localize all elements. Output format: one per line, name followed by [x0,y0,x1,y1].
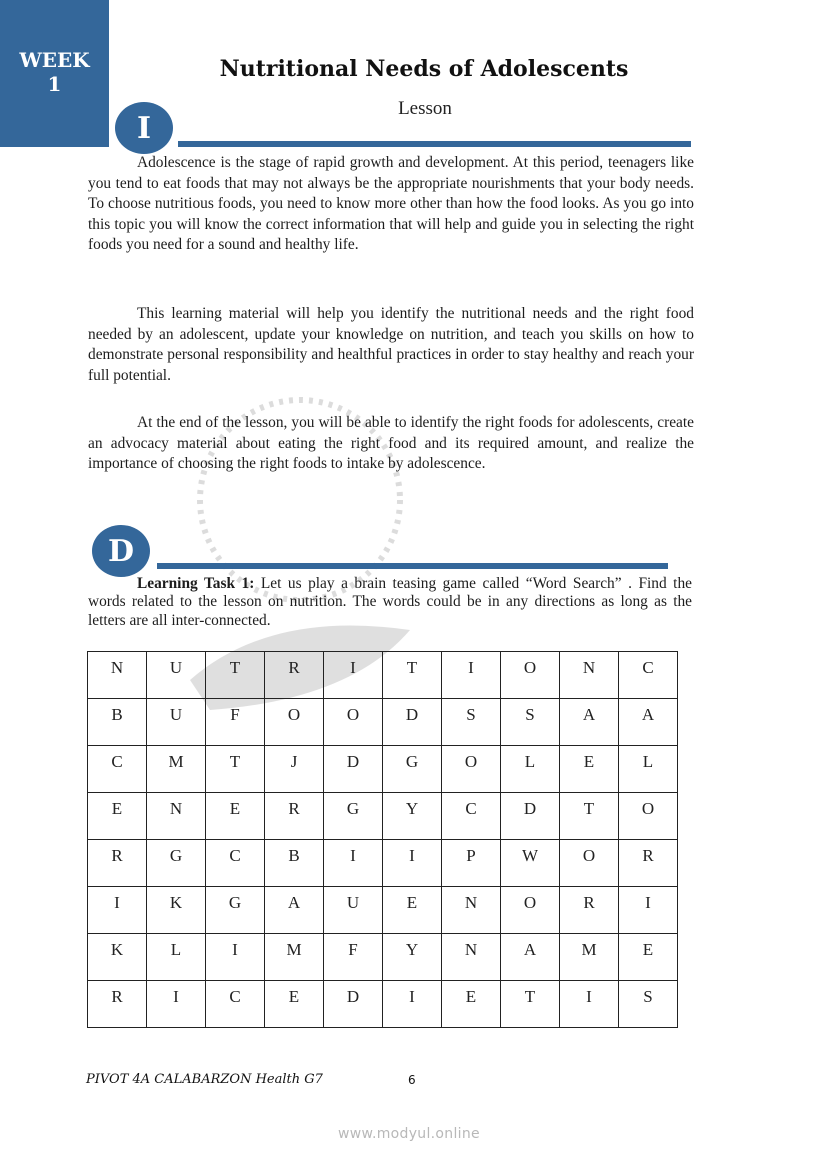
word-search-cell[interactable]: E [560,746,619,793]
word-search-row [88,793,678,840]
word-search-cell[interactable]: A [265,887,324,934]
word-search-cell[interactable]: T [501,981,560,1028]
word-search-cell[interactable]: A [501,934,560,981]
word-search-cell[interactable]: I [560,981,619,1028]
word-search-grid [87,651,678,1028]
word-search-cell[interactable]: R [560,887,619,934]
word-search-cell[interactable]: S [619,981,678,1028]
word-search-cell[interactable]: T [560,793,619,840]
word-search-cell[interactable]: I [324,840,383,887]
word-search-cell[interactable]: Y [383,793,442,840]
word-search-cell[interactable]: P [442,840,501,887]
word-search-cell[interactable]: O [324,699,383,746]
word-search-cell[interactable]: D [324,981,383,1028]
word-search-cell[interactable]: I [619,887,678,934]
section-badge-development: D [92,525,150,577]
word-search-cell[interactable]: A [560,699,619,746]
word-search-cell[interactable]: N [147,793,206,840]
word-search-cell[interactable]: N [560,652,619,699]
footer-url: www.modyul.online [338,1126,480,1142]
word-search-cell[interactable]: G [383,746,442,793]
word-search-cell[interactable]: G [324,793,383,840]
word-search-cell[interactable]: E [88,793,147,840]
word-search-cell[interactable]: N [442,887,501,934]
word-search-cell[interactable]: R [265,793,324,840]
learning-task-instructions [88,575,692,630]
word-search-cell[interactable]: N [88,652,147,699]
word-search-cell[interactable]: F [206,699,265,746]
word-search-row [88,652,678,699]
word-search-cell[interactable]: O [501,887,560,934]
word-search-cell[interactable]: C [88,746,147,793]
word-search-cell[interactable]: C [442,793,501,840]
word-search-cell[interactable]: D [324,746,383,793]
word-search-cell[interactable]: S [442,699,501,746]
word-search-cell[interactable]: O [501,652,560,699]
week-number: 1 [47,72,62,96]
word-search-cell[interactable]: O [619,793,678,840]
footer-source: PIVOT 4A CALABARZON Health G7 [86,1072,323,1087]
word-search-cell[interactable]: B [88,699,147,746]
word-search-cell[interactable]: D [383,699,442,746]
word-search-cell[interactable]: I [324,652,383,699]
word-search-cell[interactable]: T [383,652,442,699]
word-search-cell[interactable]: T [206,652,265,699]
word-search-row [88,934,678,981]
word-search-row [88,887,678,934]
word-search-cell[interactable]: I [383,981,442,1028]
section-badge-introduction: I [115,102,173,154]
word-search-cell[interactable]: O [560,840,619,887]
word-search-row [88,746,678,793]
word-search-cell[interactable]: E [383,887,442,934]
word-search-cell[interactable]: I [383,840,442,887]
word-search-cell[interactable]: T [206,746,265,793]
word-search-cell[interactable]: M [147,746,206,793]
word-search-cell[interactable]: L [619,746,678,793]
word-search-cell[interactable]: R [619,840,678,887]
word-search-cell[interactable]: L [501,746,560,793]
word-search-cell[interactable]: N [442,934,501,981]
word-search-cell[interactable]: I [206,934,265,981]
word-search-cell[interactable]: I [442,652,501,699]
word-search-row [88,981,678,1028]
word-search-cell[interactable]: U [324,887,383,934]
week-label: WEEK [19,48,90,72]
word-search-cell[interactable]: R [88,840,147,887]
word-search-cell[interactable]: G [206,887,265,934]
objectives-paragraph: This learning material will help you identify the nutritional needs and the right food needed by an adolescent, update your knowledge on nutrition, and teach you skills on how to demonstrate personal responsibility and healthful practices in order to stay healthy and reach your full potential. [88,305,694,384]
page-title: Nutritional Needs of Adolescents [219,56,629,82]
word-search-cell[interactable]: E [265,981,324,1028]
page-subtitle: Lesson [398,98,452,119]
word-search-cell[interactable]: O [442,746,501,793]
word-search-cell[interactable]: K [88,934,147,981]
section-divider-development [157,563,668,569]
word-search-cell[interactable]: C [206,840,265,887]
page-number: 6 [408,1073,416,1087]
word-search-cell[interactable]: K [147,887,206,934]
learning-task-text: Let us play a brain teasing game called “Word Search” . Find the words related to the lesson on nutrition. The words could be in any directions as long as the letters are all inter-connected. [88,575,692,629]
word-search-cell[interactable]: B [265,840,324,887]
word-search-cell[interactable]: U [147,652,206,699]
word-search-cell[interactable]: L [147,934,206,981]
word-search-cell[interactable]: U [147,699,206,746]
word-search-cell[interactable]: R [88,981,147,1028]
word-search-cell[interactable]: A [619,699,678,746]
learning-task-label: Learning Task 1: [137,575,255,592]
week-label-box [0,0,109,147]
word-search-cell[interactable]: D [501,793,560,840]
word-search-row [88,840,678,887]
outcomes-paragraph: At the end of the lesson, you will be able to identify the right foods for adolescents, create an advocacy material about eating the right food and its required amount, and realize the importance of choosing the right foods to intake by adolescence. [88,414,694,473]
word-search-row [88,699,678,746]
word-search-cell[interactable]: E [619,934,678,981]
word-search-cell[interactable]: C [619,652,678,699]
word-search-cell[interactable]: W [501,840,560,887]
word-search-cell[interactable]: E [206,793,265,840]
word-search-cell[interactable]: J [265,746,324,793]
word-search-cell[interactable]: R [265,652,324,699]
word-search-cell[interactable]: G [147,840,206,887]
word-search-cell[interactable]: I [147,981,206,1028]
word-search-cell[interactable]: C [206,981,265,1028]
section-divider-introduction [178,141,691,147]
word-search-cell[interactable]: I [88,887,147,934]
word-search-cell[interactable]: Y [383,934,442,981]
word-search-cell[interactable]: E [442,981,501,1028]
word-search-cell[interactable]: O [265,699,324,746]
intro-paragraph: Adolescence is the stage of rapid growth and development. At this period, teenagers like you tend to eat foods that may not always be the appropriate nourishments that your body needs. To choose nutritious foods, you need to know more other than how the food looks. As you go into this topic you will know the correct information that will help and guide you in selecting the right foods you need for a sound and healthy life. [88,154,694,254]
word-search-cell[interactable]: M [560,934,619,981]
word-search-cell[interactable]: S [501,699,560,746]
word-search-cell[interactable]: F [324,934,383,981]
word-search-cell[interactable]: M [265,934,324,981]
